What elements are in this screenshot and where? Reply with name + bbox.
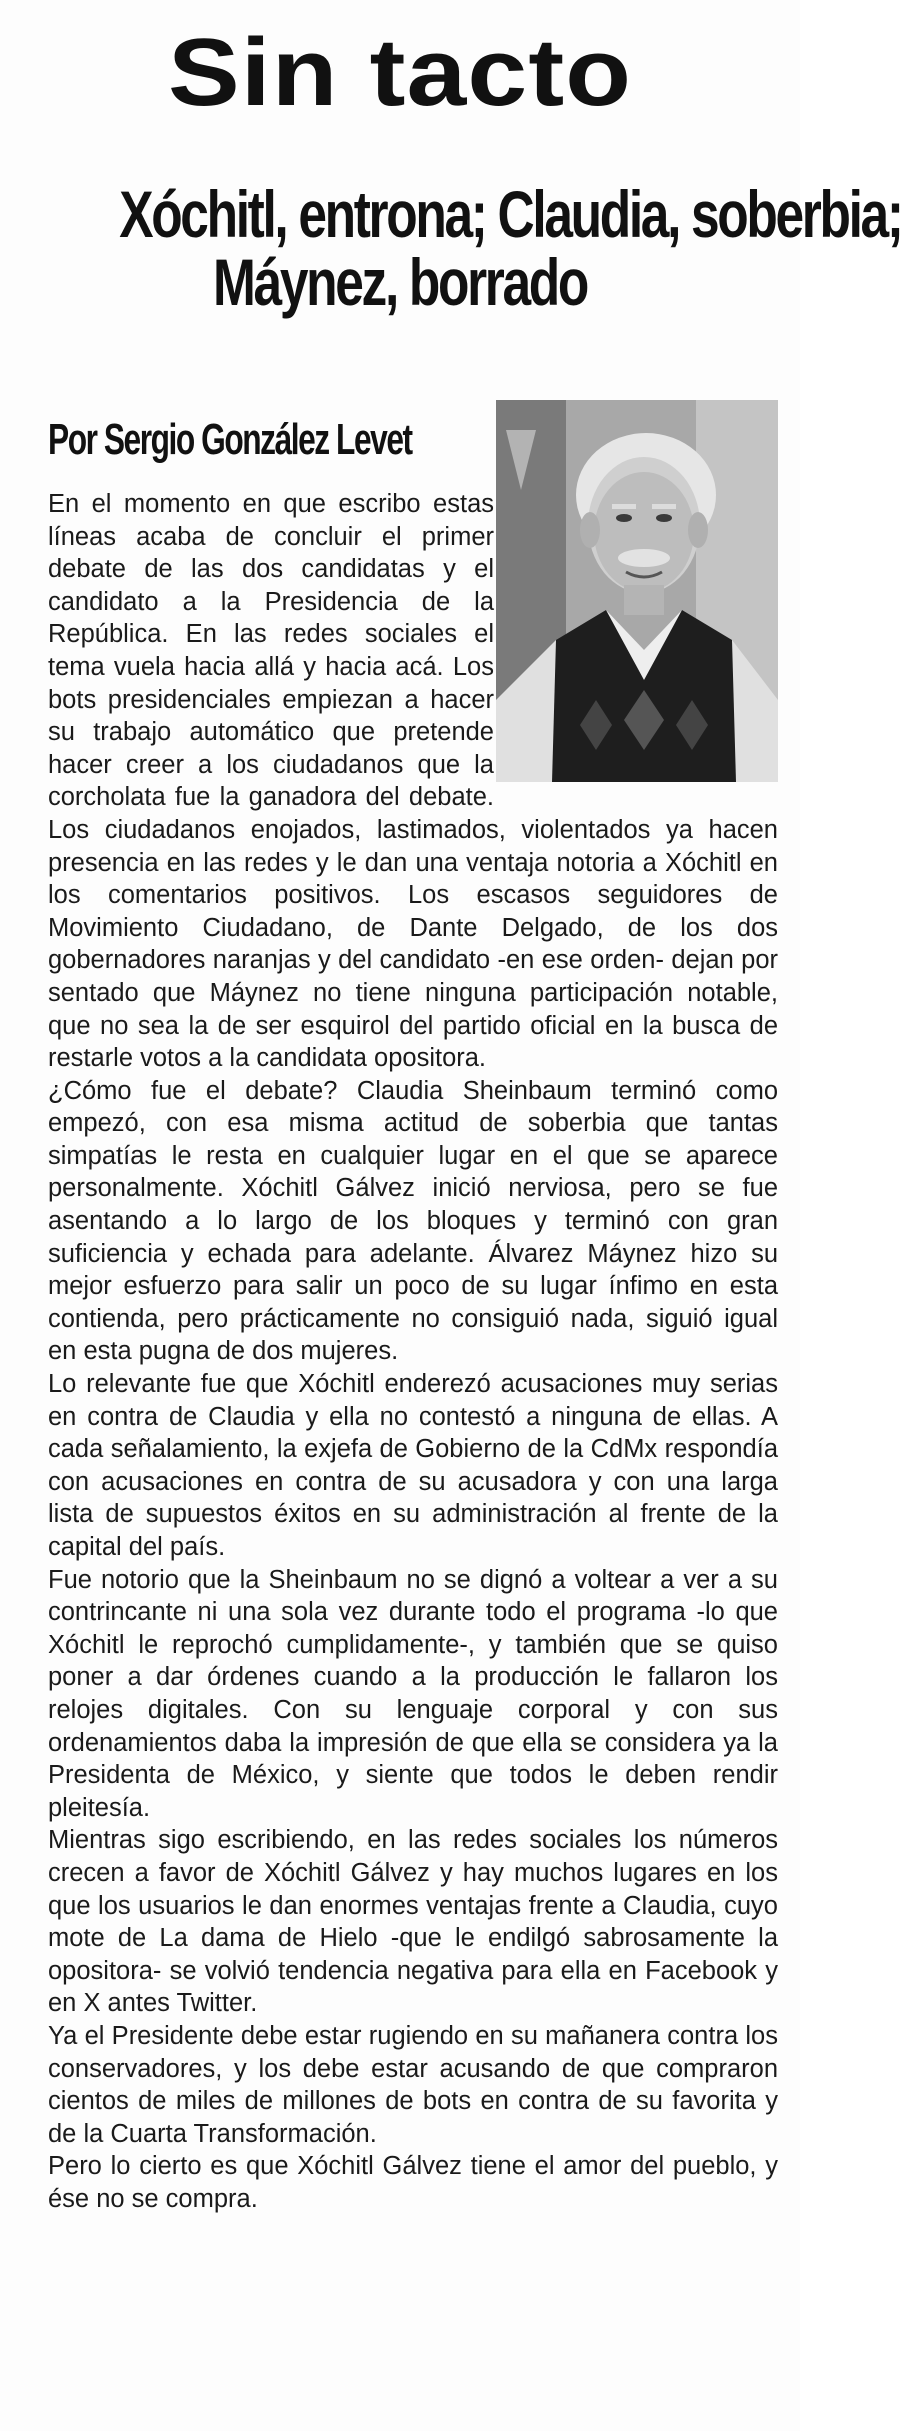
author-byline: Por Sergio González Levet [48, 415, 412, 464]
paragraph-4: Fue notorio que la Sheinbaum no se dignó a voltear a ver a su contrincante ni una sola vez durante todo el programa -lo que Xóchitl le reprochó cumplidamente-, y también que se quiso poner a dar órdenes cuando a la producción le fallaron los relojes digitales. Con su lenguaje corporal y con sus ordenamientos daba la impresión de que ella se considera ya la Presidenta de México, y siente que todos le deben rendir pleitesía. [48, 1565, 778, 1822]
headline-line-2: Máynez, borrado [213, 245, 587, 319]
paragraph-2: ¿Cómo fue el debate? Claudia Sheinbaum terminó como empezó, con esa misma actitud de soberbia que tantas simpatías le resta en cualquier lugar en el que se aparece personalmente. Xóchitl Gálvez inició nerviosa, pero se fue asentando a lo largo de los bloques y terminó con gran suficiencia y echada para adelante. Álvarez Máynez hizo su mejor esfuerzo para salir un poco de su lugar ínfimo en esta contienda, pero prácticamente no consiguió nada, siguió igual en esta pugna de dos mujeres. [48, 1076, 778, 1366]
paragraph-7: Pero lo cierto es que Xóchitl Gálvez tiene el amor del pueblo, y ése no se compra. [48, 2152, 778, 2213]
paragraph-6: Ya el Presidente debe estar rugiendo en su mañanera contra los conservadores, y los debe estar acusando de que compraron cientos de miles de millones de bots en contra de su favorita y de la Cuarta Transformación. [48, 2021, 778, 2148]
column-title: Sin tacto [167, 19, 633, 126]
article-headline [119, 177, 902, 319]
photo-spacer [508, 488, 778, 794]
article-body [48, 488, 778, 2215]
paragraph-5: Mientras sigo escribiendo, en las redes sociales los números crecen a favor de Xóchitl Gálvez y hay muchos lugares en los que los usuarios le dan enormes ventajas frente a Claudia, cuyo mote de La dama de Hielo -que le endilgó sabrosamente la opositora- se volvió tendencia negativa para ella en Facebook y en X antes Twitter. [48, 1826, 778, 2018]
paragraph-1: En el momento en que escribo estas líneas acaba de concluir el primer debate de las dos candidatas y el candidato a la Presidencia de la República. En las redes sociales el tema vuela hacia allá y hacia acá. Los bots presidenciales empiezan a hacer su trabajo automático que pretende hacer creer a los ciudadanos que la corcholata fue la ganadora del debate. Los ciudadanos enojados, lastimados, violentados ya hacen presencia en las redes y le dan una ventaja notoria a Xóchitl en los comentarios positivos. Los escasos seguidores de Movimiento Ciudadano, de Dante Delgado, de los dos gobernadores naranjas y del candidato -en ese orden- dejan por sentado que Máynez no tiene ninguna participación notable, que no sea la de ser esquirol del partido oficial en la busca de restarle votos a la candidata opositora. [48, 490, 778, 1073]
paragraph-3: Lo relevante fue que Xóchitl enderezó acusaciones muy serias en contra de Claudia y ella no contestó a ninguna de ellas. A cada señalamiento, la exjefa de Gobierno de la CdMx respondía con acusaciones en contra de su acusadora y con una larga lista de supuestos éxitos en su administración al frente de la capital del país. [48, 1370, 778, 1561]
headline-line-1: Xóchitl, entrona; Claudia, soberbia; [119, 177, 902, 251]
